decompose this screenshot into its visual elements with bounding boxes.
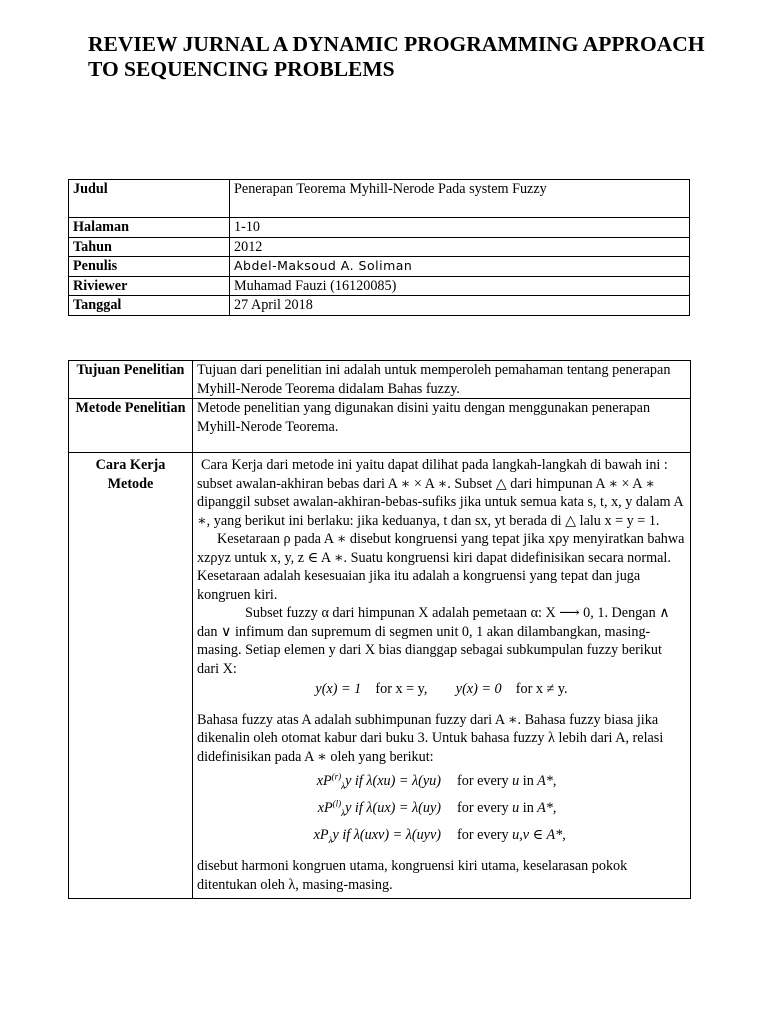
equation-part: y if λ(uxv) = λ(uyv) [332,827,441,844]
equation-part: for every [457,800,509,817]
paragraph: Kesetaraan ρ pada A ∗ disebut kongruensi yang tepat jika xρy menyiratkan bahwa xzρyz untuk x, y, z ∈ A ∗. Suatu kongruensi kiri dapat didefinisikan secara normal. Kesetaraan adalah kesesuaian jika itu adalah a kongruensi yang tepat dan juga kongruen kiri. [197,531,685,603]
equation-part: xP [313,827,329,844]
equation-superscript: (l) [332,798,342,809]
cara-kerja-label: Cara Kerja Metode [69,453,193,899]
table-row [69,276,690,296]
paragraph: Subset fuzzy α dari himpunan X adalah pemetaan α: X ⟶ 0, 1. Dengan ∧ dan ∨ infimum dan supremum di segmen unit 0, 1 akan dilambangkan, masing-masing. Setiap elemen y dari X bias dianggap sebagai subkumpulan fuzzy berikut dari X: [197,605,670,677]
review-content-table [68,360,691,899]
table-row [69,399,691,453]
paragraph: Bahasa fuzzy atas A adalah subhimpunan fuzzy dari A ∗. Bahasa fuzzy biasa jika dikenalin oleh otomat kabur dari buku 3. Untuk bahasa fuzzy λ lebih dari A, relasi didefinisikan pada A ∗ oleh yang berikut: [197,711,664,765]
equation-part: A*, [546,827,566,844]
equation-part: for x = y, [375,681,428,697]
paragraph: subset awalan-akhiran bebas dari A ∗ × A ∗. Subset △ dari himpunan A ∗ × A ∗ dipanggil subset awalan-akhiran-bebas-sufiks jika untuk semua kata s, t, x, y dalam A ∗, yang berikut ini berlaku: jika keduanya, t dan sx, yt berada di △ lalu x = y = 1. [197,475,683,529]
equation-part: in [522,773,534,790]
equation [197,822,686,849]
equation-part: for x ≠ y. [515,681,568,697]
page-title: REVIEW JURNAL A DYNAMIC PROGRAMMING APPROACH TO SEQUENCING PROBLEMS [88,32,705,81]
equation [197,795,686,822]
equation-superscript: (r) [331,771,342,782]
metode-text: Metode penelitian yang digunakan disini yaitu dengan menggunakan penerapan Myhill-Nerode Teorema. [193,399,691,453]
equation [197,680,686,699]
equation-subscript: λ [341,808,346,819]
equation-part: ∈ [532,827,544,844]
journal-info-table [68,179,690,316]
row-value: Abdel-Maksoud A. Soliman [230,257,690,277]
equation-part: y if λ(xu) = λ(yu) [345,773,441,790]
row-label: Tanggal [69,296,230,316]
row-label: Penulis [69,257,230,277]
equation-part: xP [316,773,332,790]
cara-kerja-content [193,453,691,899]
table-row [69,361,691,399]
paragraph: Cara Kerja dari metode ini yaitu dapat dilihat pada langkah-langkah di bawah ini : [201,457,668,473]
equation-part: y if λ(ux) = λ(uy) [345,800,441,817]
table-row [69,296,690,316]
row-label: Tahun [69,237,230,257]
equation-part: A*, [537,773,557,790]
equation-part: xP [317,800,333,817]
table-row [69,180,690,218]
equation-part: u,v [512,827,530,844]
table-row [69,453,691,899]
table-row [69,218,690,238]
paragraph: disebut harmoni kongruen utama, kongruensi kiri utama, keselarasan pokok ditentukan oleh λ, masing-masing. [197,858,628,893]
equation-subscript: λ [328,835,333,846]
row-label: Halaman [69,218,230,238]
equation-part: for every [457,827,509,844]
equation-part: for every [457,773,509,790]
equation-part: u [512,800,520,817]
table-row [69,237,690,257]
equation-part: y(x) = 1 [315,681,362,697]
equation-subscript: λ [341,781,346,792]
equation-part: u [512,773,520,790]
row-value: 27 April 2018 [230,296,690,316]
relation-equations [197,768,686,849]
tujuan-label: Tujuan Penelitian [69,361,193,399]
equation-part: y(x) = 0 [455,681,502,697]
row-label: Judul [69,180,230,218]
row-label: Riviewer [69,276,230,296]
table-row [69,257,690,277]
metode-label: Metode Penelitian [69,399,193,453]
equation-part: in [522,800,534,817]
row-value: 2012 [230,237,690,257]
row-value: Muhamad Fauzi (16120085) [230,276,690,296]
row-value: 1-10 [230,218,690,238]
row-value: Penerapan Teorema Myhill-Nerode Pada system Fuzzy [230,180,690,218]
tujuan-text: Tujuan dari penelitian ini adalah untuk memperoleh pemahaman tentang penerapan Myhill-Nerode Teorema didalam Bahas fuzzy. [193,361,691,399]
equation [197,768,686,795]
equation-part: A*, [537,800,557,817]
